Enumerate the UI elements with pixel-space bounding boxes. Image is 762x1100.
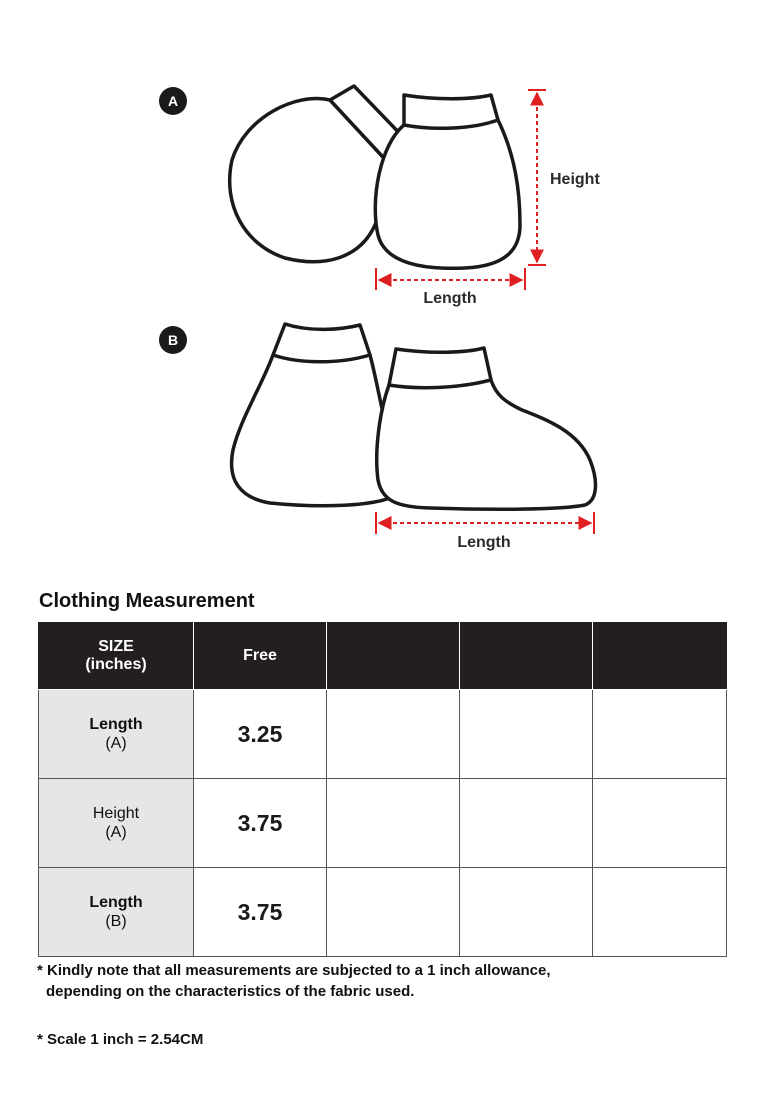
marker-b-label: B [167, 332, 179, 348]
allowance-note [37, 960, 551, 1002]
table-row [39, 690, 727, 779]
value-cell [593, 868, 727, 957]
measurement-table [38, 622, 727, 957]
row-label-sub: (A) [105, 735, 127, 752]
value-cell [327, 690, 460, 779]
bootie-b-back [232, 324, 397, 506]
value-cell [460, 868, 593, 957]
table-header-row [39, 623, 727, 690]
value-cell [327, 779, 460, 868]
scale-note: * Scale 1 inch = 2.54CM [37, 1031, 204, 1048]
length-dimension-b [376, 512, 594, 551]
value-cell [460, 779, 593, 868]
marker-b [159, 326, 187, 354]
marker-a-label: A [167, 93, 179, 109]
row-label-name: Length [89, 716, 143, 733]
height-label: Height [550, 171, 600, 188]
section-title: Clothing Measurement [39, 590, 255, 612]
allowance-note-line-2: depending on the characteristics of the fabric used. [46, 983, 415, 1000]
marker-a [159, 87, 187, 115]
length-label-a: Length [423, 290, 477, 307]
value-cell [327, 868, 460, 957]
row-label-name: Height [92, 805, 140, 822]
row-label-sub: (A) [105, 824, 127, 841]
mitten-a-front [375, 95, 520, 268]
bootie-b-front [377, 348, 596, 509]
value-cell [460, 690, 593, 779]
allowance-note-line-1: * Kindly note that all measurements are subjected to a 1 inch allowance, [37, 962, 551, 979]
table-row [39, 779, 727, 868]
row-label-sub: (B) [105, 913, 127, 930]
height-dimension [528, 90, 600, 265]
value-cell: 3.25 [194, 690, 327, 779]
value-cell [593, 690, 727, 779]
header-col-1: Free [194, 623, 327, 690]
value-cell [593, 779, 727, 868]
header-size-label: SIZE [98, 638, 134, 655]
header-size-unit: (inches) [85, 656, 147, 673]
header-size [39, 623, 194, 690]
table-row [39, 868, 727, 957]
header-col-3 [460, 623, 593, 690]
length-label-b: Length [457, 534, 511, 551]
value-cell: 3.75 [194, 779, 327, 868]
header-col-2 [327, 623, 460, 690]
value-cell: 3.75 [194, 868, 327, 957]
length-dimension-a [376, 268, 525, 307]
header-col-4 [593, 623, 727, 690]
row-label [39, 868, 194, 957]
row-label [39, 779, 194, 868]
row-label-name: Length [89, 894, 143, 911]
row-label [39, 690, 194, 779]
